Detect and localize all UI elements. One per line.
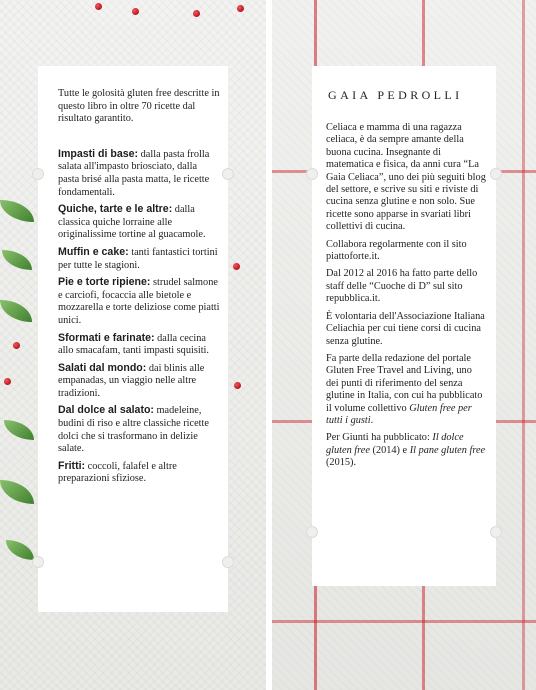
- author-bio-card: [312, 66, 496, 586]
- bio-text: .: [370, 414, 374, 426]
- category-text: tanti fantastici tortini per tutte le stagioni.: [58, 246, 218, 271]
- category-text: dalla cecina allo smacafam, tanti impasti squisiti.: [58, 332, 209, 357]
- bio-text: (2014) e: [369, 444, 410, 456]
- card-punch-hole: [306, 168, 318, 180]
- card-punch-hole: [32, 556, 44, 568]
- bio-paragraph: Dal 2012 al 2016 ha fatto parte dello staff delle “Cuoche di D” sul sito repubblica.it.: [326, 268, 478, 305]
- category-title: Dal dolce al salato:: [58, 404, 154, 417]
- bio-paragraph: Collabora regolarmente con il sito piattoforte.it.: [326, 238, 467, 263]
- category-text: dalla classica quiche lorraine alle originalissime tortine al guacamole.: [58, 204, 206, 241]
- category-text: dai blinis alle empanadas, un viaggio nelle altre tradizioni.: [58, 362, 205, 399]
- basil-leaf-decoration: [2, 250, 32, 270]
- basil-leaf-decoration: [4, 420, 34, 440]
- basil-leaf-decoration: [0, 480, 34, 504]
- basil-leaf-decoration: [0, 300, 32, 322]
- pomegranate-seed-decoration: [95, 3, 102, 10]
- category-title: Quiche, tarte e le altre:: [58, 203, 173, 216]
- book-title: Il dolce gluten free: [326, 432, 464, 456]
- basil-leaf-decoration: [6, 540, 34, 560]
- category-entry: [58, 362, 220, 401]
- bio-paragraph: [326, 432, 486, 469]
- category-entry: [58, 460, 220, 486]
- pomegranate-seed-decoration: [132, 8, 139, 15]
- category-entry: [58, 404, 220, 455]
- card-punch-hole: [222, 556, 234, 568]
- card-punch-hole: [222, 168, 234, 180]
- category-text: dalla pasta frolla salata all'impasto briosciato, dalla pasta brisé alla pasta matta, le ricette fondamentali.: [58, 148, 210, 198]
- pomegranate-seed-decoration: [234, 382, 241, 389]
- bio-text: Fa parte della redazione del portale Gluten Free Travel and Living, uno dei punti di riferimento del senza glutine in Italia, con cui ha pubblicato il volume collettivo: [326, 352, 483, 414]
- category-text: coccoli, falafel e altre preparazioni sfiziose.: [58, 460, 177, 485]
- card-punch-hole: [490, 526, 502, 538]
- book-title: Gluten free per tutti i gusti: [326, 402, 472, 426]
- card-punch-hole: [32, 168, 44, 180]
- card-punch-hole: [306, 526, 318, 538]
- right-page-background: [272, 0, 536, 690]
- category-title: Salati dal mondo:: [58, 361, 147, 374]
- category-title: Sformati e farinate:: [58, 331, 155, 344]
- book-description-card: [38, 66, 228, 612]
- category-text: madeleine, budini di riso e altre classiche ricette dolci che si trasformano in delizie salate.: [58, 405, 209, 455]
- pomegranate-seed-decoration: [233, 263, 240, 270]
- category-title: Impasti di base:: [58, 147, 139, 160]
- category-entry: [58, 148, 220, 199]
- category-title: Fritti:: [58, 459, 86, 472]
- bio-text: (2015).: [326, 457, 357, 469]
- bio-paragraph: Celiaca e mamma di una ragazza celiaca, è da sempre amante della buona cucina. Insegnante di matematica e fisica, da anni cura “La Gaia Celiaca”, uno dei più seguiti blog del settore, e scrive su siti e riviste di cucina senza glutine e non solo. Sue ricette sono apparse in svariati libri collettivi di cucina.: [326, 122, 486, 233]
- category-title: Pie e torte ripiene:: [58, 276, 151, 289]
- intro-text: Tutte le golosità gluten free descritte in questo libro in oltre 70 ricette dal risultato garantito.: [58, 88, 220, 125]
- category-text: strudel salmone e carciofi, focaccia alle bietole e mozzarella e torte deliziose come piatti unici.: [58, 277, 220, 326]
- card-punch-hole: [490, 168, 502, 180]
- pomegranate-seed-decoration: [237, 5, 244, 12]
- category-entry: [58, 203, 220, 242]
- pomegranate-seed-decoration: [4, 378, 11, 385]
- category-title: Muffin e cake:: [58, 245, 129, 258]
- pomegranate-seed-decoration: [193, 10, 200, 17]
- left-page-background: [0, 0, 266, 690]
- basil-leaf-decoration: [0, 200, 34, 222]
- category-entry: [58, 276, 220, 327]
- bio-paragraph: [326, 353, 486, 427]
- category-entry: [58, 246, 220, 272]
- author-name: GAIA PEDROLLI: [328, 88, 463, 102]
- book-title: Il pane gluten free: [409, 444, 486, 456]
- bio-text: Per Giunti ha pubblicato:: [326, 432, 433, 444]
- bio-paragraph: È volontaria dell'Associazione Italiana Celiachia per cui tiene corsi di cucina senza glutine.: [326, 310, 485, 347]
- category-entry: [58, 332, 220, 358]
- pomegranate-seed-decoration: [13, 342, 20, 349]
